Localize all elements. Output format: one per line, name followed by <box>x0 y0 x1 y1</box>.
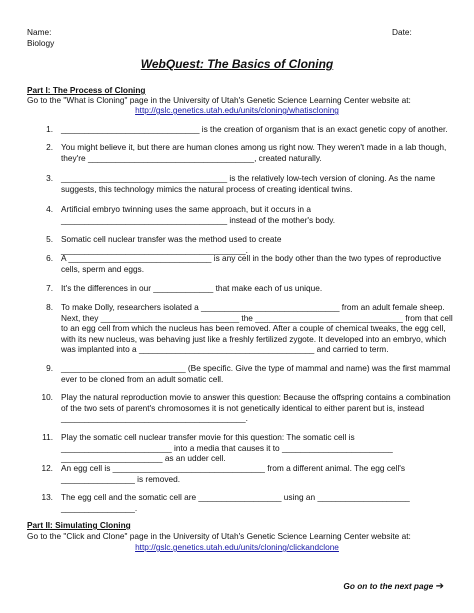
question-number: 13. <box>41 492 53 502</box>
question-number: 3. <box>46 173 53 183</box>
question-item <box>39 253 457 274</box>
date-label: Date: <box>392 27 412 37</box>
question-text: An egg cell is _________________________________ from a different animal. The egg cell's ________________ is removed. <box>61 463 406 484</box>
part1-title: Part I: The Process of Cloning <box>27 85 146 95</box>
next-page-note <box>343 581 444 592</box>
question-text: ___________________________ (Be specific. Give the type of mammal and name) was the first mammal ever to be cloned from an adult somatic cell. <box>61 363 451 384</box>
question-text: Somatic cell nuclear transfer was the method used to create ________________________________________. <box>61 234 282 255</box>
question-number: 7. <box>46 283 53 293</box>
question-item <box>39 363 457 384</box>
question-number: 8. <box>46 302 53 312</box>
question-number: 4. <box>46 204 53 214</box>
question-item <box>39 173 457 194</box>
question-item <box>39 234 457 255</box>
part2-link[interactable]: http://gslc.genetics.utah.edu/units/cloning/clickandclone <box>135 542 339 552</box>
question-number: 5. <box>46 234 53 244</box>
next-page-text: Go on to the next page <box>343 581 434 591</box>
question-number: 9. <box>46 363 53 373</box>
question-item <box>39 392 457 424</box>
question-text: Artificial embryo twinning uses the same approach, but it occurs in a ____________________________________ instead of the mother's body. <box>61 204 336 225</box>
question-number: 1. <box>46 124 53 134</box>
question-item <box>39 302 457 355</box>
question-item <box>39 142 457 163</box>
question-item <box>39 124 457 135</box>
question-text: To make Dolly, researchers isolated a ______________________________ from an adult female sheep. Next, they ______________________________ the ________________________________ from that cell to an egg cell from which the nucleus has been removed. After a couple of chemical tweaks, the egg cell, with its new nucleus, was behaving just like a freshly fertilized zygote. It developed into an embryo, which was implanted into a ______________________________________ and carried to term. <box>61 302 453 355</box>
question-text: ____________________________________ is the relatively low-tech version of cloning. As the name suggests, this technology mimics the natural process of creating identical twins. <box>61 173 436 194</box>
part2-intro: Go to the "Click and Clone" page in the University of Utah's Genetic Science Learning Center website at: <box>27 531 411 541</box>
question-text: It's the differences in our _____________ that make each of us unique. <box>61 283 323 293</box>
part1-link[interactable]: http://gslc.genetics.utah.edu/units/cloning/whatiscloning <box>135 105 339 115</box>
header-left <box>27 27 54 49</box>
question-number: 11. <box>42 432 53 442</box>
question-text: Play the somatic cell nuclear transfer movie for this question: The somatic cell is ________________________ into a media that causes it to ________________________ ______________________ as an udder cell. <box>61 432 393 464</box>
question-item <box>39 432 457 464</box>
part2-title: Part II: Simulating Cloning <box>27 520 131 530</box>
question-text: The egg cell and the somatic cell are __________________ using an ____________________ ________________. <box>61 492 410 513</box>
subject-label: Biology <box>27 38 55 48</box>
question-item <box>39 463 457 484</box>
question-item <box>39 492 457 513</box>
question-text: Play the natural reproduction movie to answer this question: Because the offspring contains a combination of the two sets of parent's chromosomes it is not genetically identical to either parent but is, instead ________________________________________. <box>61 392 451 424</box>
name-label: Name: <box>27 27 52 37</box>
question-number: 2. <box>46 142 53 152</box>
part1-intro: Go to the "What is Cloning" page in the University of Utah's Genetic Science Learning Center website at: <box>27 95 411 105</box>
question-number: 12. <box>41 463 53 473</box>
question-item <box>39 283 457 294</box>
page-title: WebQuest: The Basics of Cloning <box>140 57 334 71</box>
question-text: ______________________________ is the creation of organism that is an exact genetic copy of another. <box>61 124 448 134</box>
question-number: 6. <box>46 253 53 263</box>
right-arrow-icon: ➔ <box>435 581 444 592</box>
question-text: A _______________________________ is any cell in the body other than the two types of reproductive cells, sperm and eggs. <box>61 253 442 274</box>
question-number: 10. <box>41 392 53 402</box>
question-item <box>39 204 457 225</box>
question-text: You might believe it, but there are human clones among us right now. They weren't made in a lab though, they're ____________________________________, created naturally. <box>61 142 447 163</box>
